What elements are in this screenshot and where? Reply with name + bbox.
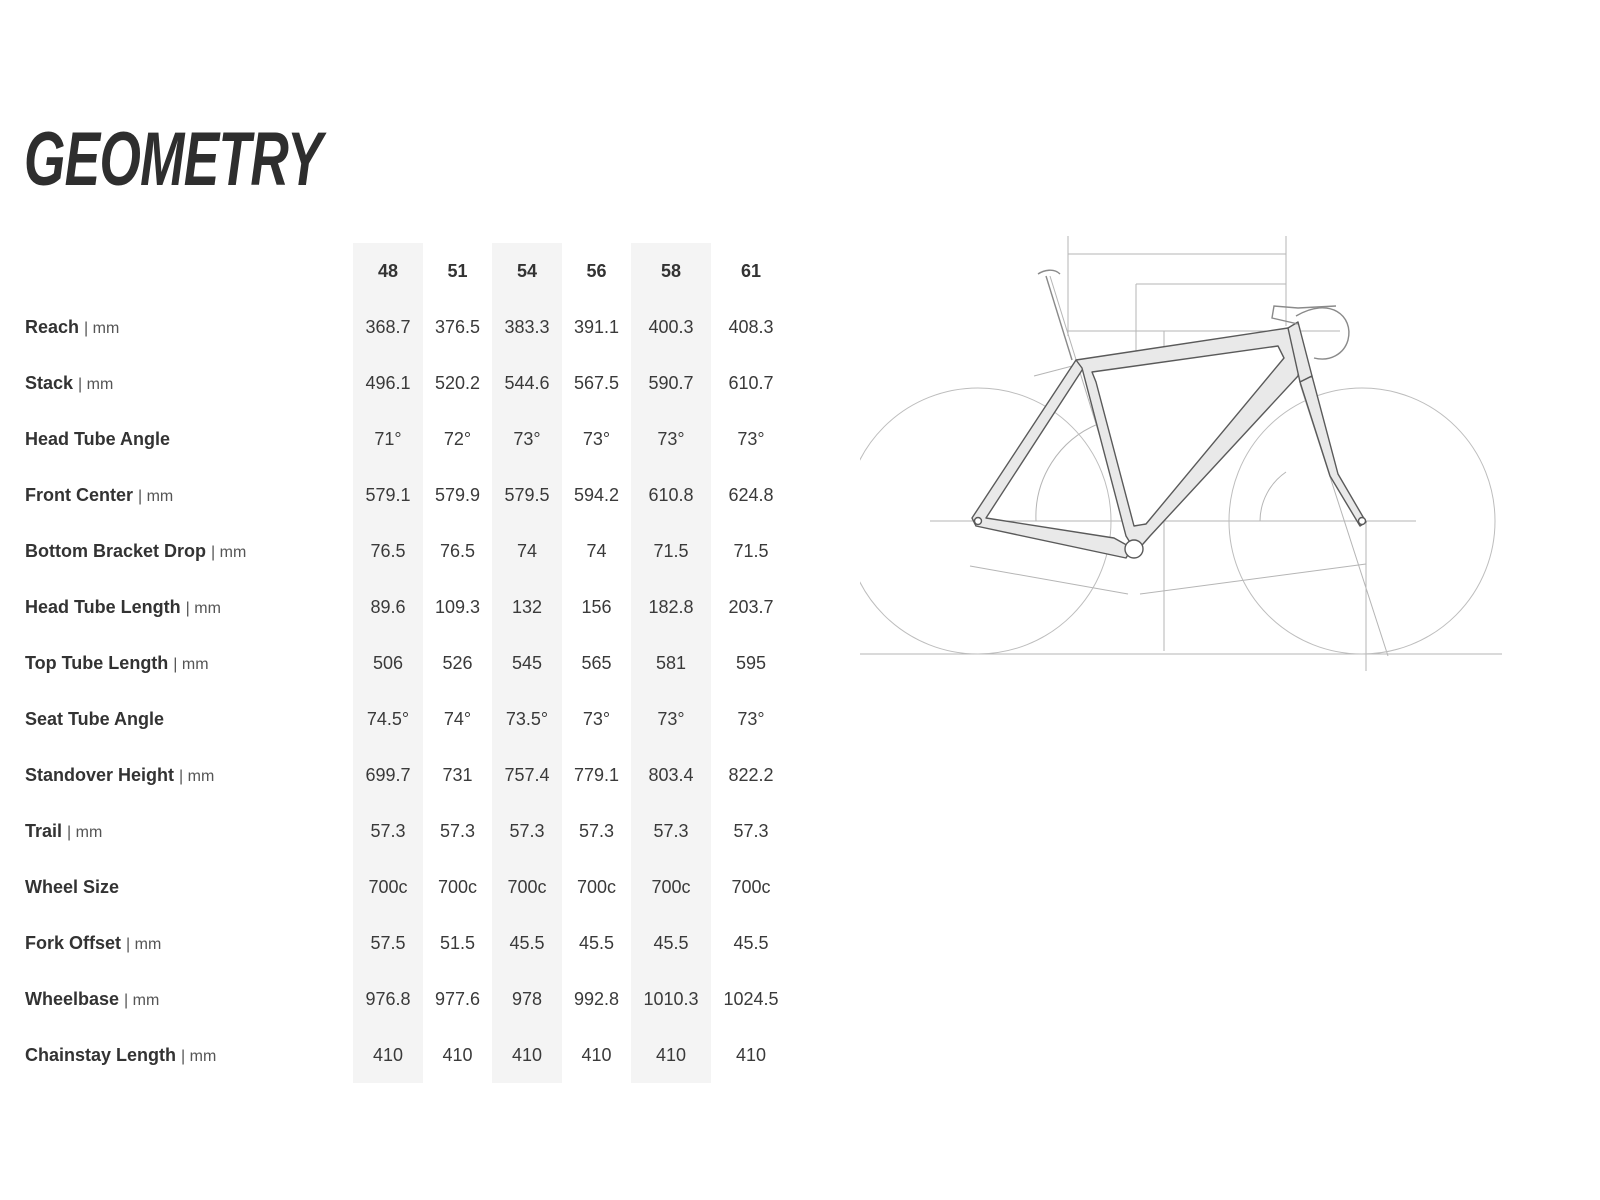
table-cell: 74 bbox=[492, 523, 562, 579]
row-unit: | mm bbox=[181, 1047, 217, 1065]
row-label: Stack bbox=[25, 372, 74, 393]
row-unit: | mm bbox=[173, 655, 209, 673]
table-cell: 400.3 bbox=[631, 299, 711, 355]
table-cell: 45.5 bbox=[733, 932, 769, 953]
table-cell: 57.3 bbox=[733, 820, 769, 841]
table-row bbox=[14, 915, 791, 971]
table-cell: 977.6 bbox=[434, 988, 481, 1009]
row-label-cell bbox=[14, 411, 353, 467]
table-cell: 410 bbox=[631, 1027, 711, 1083]
row-label: Wheelbase bbox=[25, 988, 120, 1009]
table-cell: 565 bbox=[581, 652, 612, 673]
table-cell: 506 bbox=[353, 635, 423, 691]
table-cell: 57.3 bbox=[578, 820, 615, 841]
table-cell: 45.5 bbox=[492, 915, 562, 971]
row-label-cell bbox=[14, 467, 353, 523]
geometry-table-body bbox=[14, 299, 791, 1083]
table-cell: 410 bbox=[353, 1027, 423, 1083]
front-center-dimension-line bbox=[1140, 564, 1366, 594]
table-row bbox=[14, 411, 791, 467]
size-header: 58 bbox=[631, 243, 711, 299]
table-cell: 71.5 bbox=[631, 523, 711, 579]
table-cell: 579.1 bbox=[353, 467, 423, 523]
table-cell: 76.5 bbox=[353, 523, 423, 579]
table-cell: 1024.5 bbox=[723, 988, 779, 1009]
row-label-cell bbox=[14, 859, 353, 915]
bottom-bracket bbox=[1125, 540, 1143, 558]
row-label: Standover Height bbox=[25, 764, 175, 785]
table-cell: 76.5 bbox=[439, 540, 476, 561]
table-cell: 73° bbox=[737, 708, 765, 729]
row-label: Head Tube Length bbox=[25, 596, 181, 617]
table-cell: 590.7 bbox=[631, 355, 711, 411]
table-cell: 700c bbox=[353, 859, 423, 915]
row-label-cell bbox=[14, 691, 353, 747]
table-cell: 803.4 bbox=[631, 747, 711, 803]
table-cell: 700c bbox=[631, 859, 711, 915]
table-cell: 376.5 bbox=[434, 316, 481, 337]
row-label-cell bbox=[14, 299, 353, 355]
seat-angle-arc bbox=[1036, 424, 1098, 521]
row-unit: | mm bbox=[67, 823, 103, 841]
table-row bbox=[14, 803, 791, 859]
table-cell: 74 bbox=[586, 540, 607, 561]
table-cell: 579.5 bbox=[492, 467, 562, 523]
table-row bbox=[14, 971, 791, 1027]
table-cell: 132 bbox=[492, 579, 562, 635]
table-cell: 182.8 bbox=[631, 579, 711, 635]
size-header: 54 bbox=[492, 243, 562, 299]
table-cell: 71° bbox=[353, 411, 423, 467]
row-label: Chainstay Length bbox=[25, 1044, 177, 1065]
table-cell: 383.3 bbox=[492, 299, 562, 355]
table-cell: 700c bbox=[731, 876, 771, 897]
front-axle bbox=[1359, 518, 1366, 525]
head-angle-arc bbox=[1260, 472, 1286, 521]
row-label-cell bbox=[14, 355, 353, 411]
table-cell: 579.9 bbox=[434, 484, 481, 505]
saddle bbox=[1038, 270, 1060, 274]
table-cell: 57.3 bbox=[439, 820, 476, 841]
row-unit: | mm bbox=[138, 487, 174, 505]
table-cell: 1010.3 bbox=[631, 971, 711, 1027]
table-cell: 731 bbox=[442, 764, 473, 785]
row-label-cell bbox=[14, 915, 353, 971]
row-label: Reach bbox=[25, 316, 80, 337]
rear-axle bbox=[975, 518, 982, 525]
bike-geometry-diagram bbox=[860, 236, 1540, 686]
table-cell: 74.5° bbox=[353, 691, 423, 747]
table-cell: 594.2 bbox=[573, 484, 620, 505]
table-cell: 89.6 bbox=[353, 579, 423, 635]
table-cell: 368.7 bbox=[353, 299, 423, 355]
row-label-cell bbox=[14, 523, 353, 579]
row-unit: | mm bbox=[185, 599, 221, 617]
seatpost-saddle bbox=[1038, 270, 1072, 360]
table-cell: 610.7 bbox=[728, 372, 774, 393]
table-cell: 73° bbox=[582, 428, 611, 449]
table-row bbox=[14, 747, 791, 803]
table-cell: 57.3 bbox=[492, 803, 562, 859]
table-cell: 520.2 bbox=[434, 372, 481, 393]
table-cell: 581 bbox=[631, 635, 711, 691]
table-cell: 700c bbox=[576, 876, 617, 897]
header-label-cell bbox=[14, 243, 353, 299]
table-cell: 545 bbox=[492, 635, 562, 691]
row-label: Front Center bbox=[25, 484, 133, 505]
table-row bbox=[14, 467, 791, 523]
table-cell: 73° bbox=[737, 428, 765, 449]
table-cell: 992.8 bbox=[573, 988, 620, 1009]
table-row bbox=[14, 859, 791, 915]
table-cell: 779.1 bbox=[573, 764, 620, 785]
table-cell: 45.5 bbox=[631, 915, 711, 971]
size-header: 61 bbox=[740, 260, 762, 281]
table-cell: 73° bbox=[631, 691, 711, 747]
table-cell: 57.3 bbox=[353, 803, 423, 859]
bike-frame bbox=[972, 322, 1366, 558]
row-label: Head Tube Angle bbox=[25, 428, 171, 449]
table-cell: 595 bbox=[735, 652, 767, 673]
table-cell: 57.3 bbox=[631, 803, 711, 859]
size-header: 48 bbox=[353, 243, 423, 299]
table-row bbox=[14, 691, 791, 747]
table-cell: 57.5 bbox=[353, 915, 423, 971]
row-label: Top Tube Length bbox=[25, 652, 169, 673]
row-label: Trail bbox=[25, 820, 63, 841]
table-cell: 72° bbox=[443, 428, 472, 449]
table-row bbox=[14, 299, 791, 355]
geometry-table bbox=[14, 243, 791, 1083]
row-label: Wheel Size bbox=[25, 876, 120, 897]
table-row bbox=[14, 635, 791, 691]
table-cell: 624.8 bbox=[728, 484, 774, 505]
row-unit: | mm bbox=[78, 375, 114, 393]
row-label: Seat Tube Angle bbox=[25, 708, 165, 729]
row-label-cell bbox=[14, 803, 353, 859]
table-row bbox=[14, 1027, 791, 1083]
row-unit: | mm bbox=[211, 543, 247, 561]
row-label-cell bbox=[14, 971, 353, 1027]
table-cell: 410 bbox=[442, 1044, 473, 1065]
table-cell: 73° bbox=[631, 411, 711, 467]
table-row bbox=[14, 579, 791, 635]
row-unit: | mm bbox=[126, 935, 162, 953]
table-cell: 978 bbox=[492, 971, 562, 1027]
table-cell: 496.1 bbox=[353, 355, 423, 411]
row-unit: | mm bbox=[124, 991, 160, 1009]
table-cell: 391.1 bbox=[573, 316, 620, 337]
table-cell: 700c bbox=[492, 859, 562, 915]
table-cell: 71.5 bbox=[733, 540, 769, 561]
table-cell: 822.2 bbox=[728, 764, 774, 785]
table-cell: 976.8 bbox=[353, 971, 423, 1027]
table-cell: 109.3 bbox=[434, 596, 481, 617]
table-cell: 156 bbox=[581, 596, 612, 617]
table-cell: 73° bbox=[582, 708, 611, 729]
table-cell: 203.7 bbox=[728, 596, 774, 617]
table-cell: 51.5 bbox=[439, 932, 476, 953]
row-unit: | mm bbox=[84, 319, 120, 337]
row-label-cell bbox=[14, 635, 353, 691]
row-label-cell bbox=[14, 747, 353, 803]
table-cell: 526 bbox=[442, 652, 473, 673]
table-cell: 700c bbox=[437, 876, 478, 897]
table-cell: 74° bbox=[443, 708, 472, 729]
size-header: 51 bbox=[447, 260, 468, 281]
row-label-cell bbox=[14, 1027, 353, 1083]
row-unit: | mm bbox=[179, 767, 215, 785]
table-cell: 567.5 bbox=[573, 372, 620, 393]
table-cell: 410 bbox=[492, 1027, 562, 1083]
table-cell: 757.4 bbox=[492, 747, 562, 803]
table-cell: 410 bbox=[735, 1044, 767, 1065]
chainstay-dimension-line bbox=[970, 566, 1128, 594]
table-cell: 408.3 bbox=[728, 316, 774, 337]
table-cell: 45.5 bbox=[578, 932, 615, 953]
row-label-cell bbox=[14, 579, 353, 635]
table-cell: 410 bbox=[581, 1044, 612, 1065]
table-cell: 544.6 bbox=[492, 355, 562, 411]
row-label: Bottom Bracket Drop bbox=[25, 540, 207, 561]
size-header: 56 bbox=[586, 260, 607, 281]
page-title: GEOMETRY bbox=[24, 117, 322, 202]
table-cell: 73.5° bbox=[492, 691, 562, 747]
size-header-row bbox=[14, 243, 791, 299]
table-row bbox=[14, 355, 791, 411]
fork bbox=[1300, 376, 1366, 526]
table-cell: 699.7 bbox=[353, 747, 423, 803]
row-label: Fork Offset bbox=[25, 932, 122, 953]
table-cell: 610.8 bbox=[631, 467, 711, 523]
table-row bbox=[14, 523, 791, 579]
table-cell: 73° bbox=[492, 411, 562, 467]
